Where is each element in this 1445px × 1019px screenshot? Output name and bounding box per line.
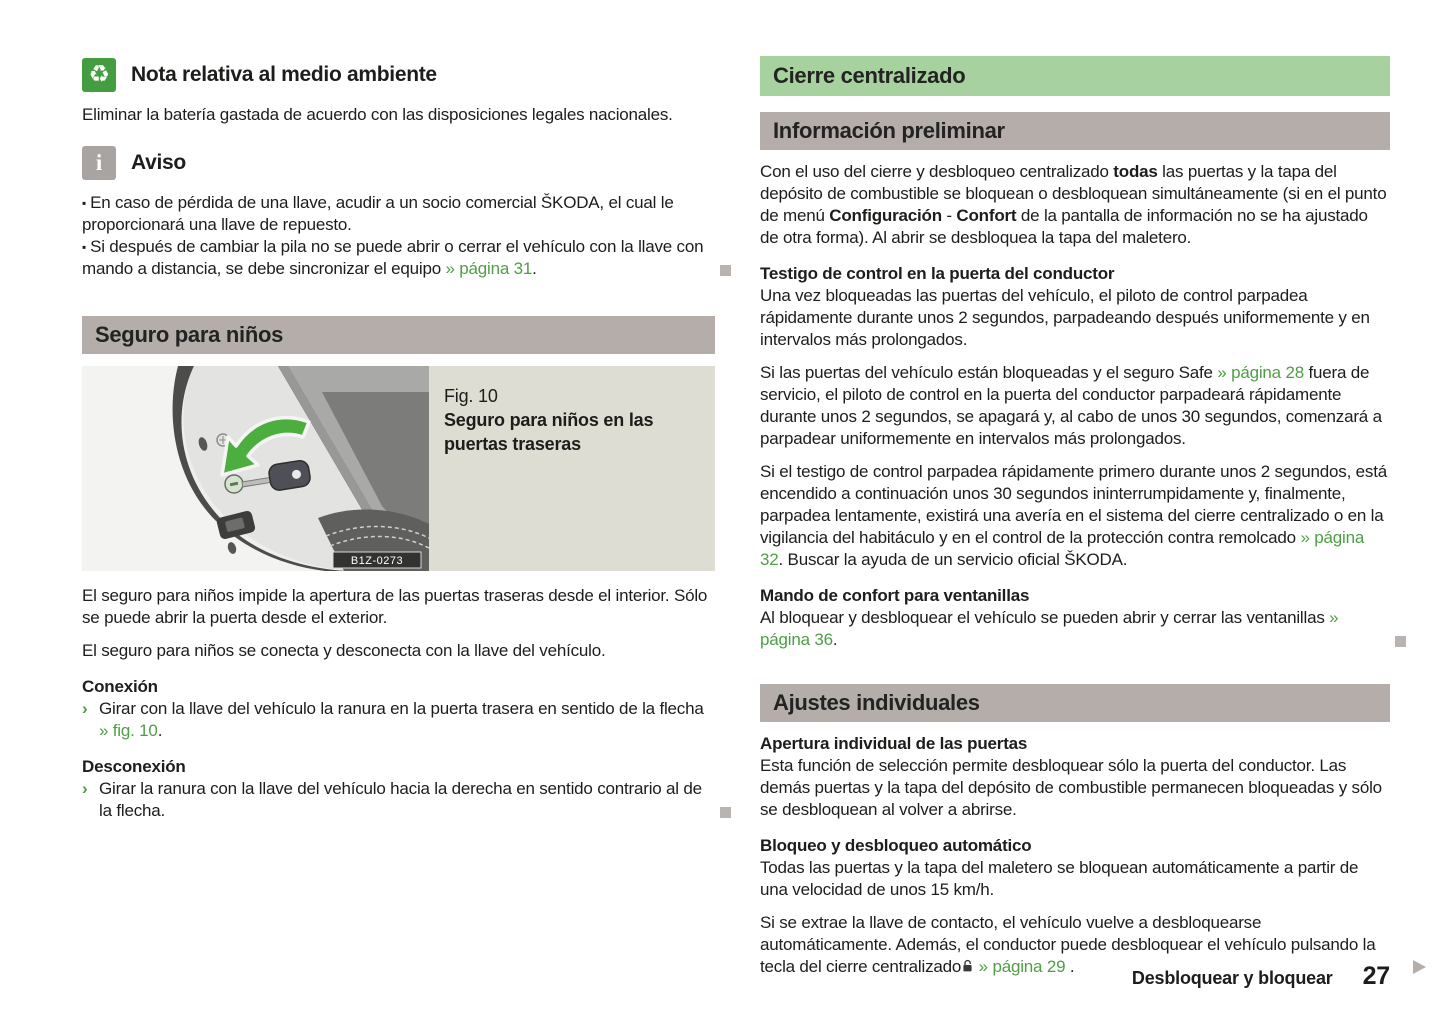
subheading-auto-locking: Bloqueo y desbloqueo automático xyxy=(760,836,1032,855)
continuation-arrow-icon xyxy=(1413,960,1426,974)
paragraph: Una vez bloqueadas las puertas del vehículo, el piloto de control parpadea rápidamente durante unos 2 segundos, parpadeando después uniformemente y en intervalos más prolongados. xyxy=(760,286,1370,349)
cross-reference-link[interactable]: » página 31 xyxy=(445,259,533,278)
text-segment: Si se extrae la llave de contacto, el vehículo vuelve a desbloquearse automáticamente. Además, el conductor puede desbloquear el vehículo pulsando la tecla del cierre centralizado xyxy=(760,913,1376,976)
text-segment: Al bloquear y desbloquear el vehículo se pueden abrir y cerrar las ventanillas xyxy=(760,608,1330,627)
emphasized-text: todas xyxy=(1113,162,1158,181)
text-segment: las puertas y la tapa del depósito de combustible se bloquean o desbloquean simultáneamente (si en el punto de menú xyxy=(760,162,1387,225)
chapter-header-central-locking: Cierre centralizado xyxy=(760,56,1390,96)
recycle-icon: ♻ xyxy=(82,58,116,92)
paragraph xyxy=(760,461,1390,571)
door-illustration-svg xyxy=(82,366,429,571)
footer-section-label: Desbloquear y bloquear xyxy=(1131,968,1333,988)
paragraph xyxy=(760,362,1390,450)
figure-caption xyxy=(429,366,715,571)
notice-header xyxy=(82,146,715,180)
cross-reference-link[interactable]: » página 36 xyxy=(760,608,1339,649)
section-header-individual-settings: Ajustes individuales xyxy=(760,684,1390,722)
subheading-control-light: Testigo de control en la puerta del conductor xyxy=(760,264,1115,283)
paragraph: El seguro para niños impide la apertura de las puertas traseras desde el interior. Sólo se puede abrir la puerta desde el exterior. xyxy=(82,586,708,627)
step-item xyxy=(82,778,715,822)
section-end-marker xyxy=(1395,636,1406,647)
text-segment: Si después de cambiar la pila no se puede abrir o cerrar el vehículo con la llave con mando a distancia, se debe sincronizar el equipo xyxy=(82,237,704,278)
section-end-marker xyxy=(720,265,731,276)
notice-title: Aviso xyxy=(131,151,186,174)
notice-item xyxy=(82,192,715,236)
subheading-desconexion: Desconexión xyxy=(82,757,186,776)
paragraph: Esta función de selección permite desbloquear sólo la puerta del conductor. Las demás puertas y la tapa del depósito de combustible permanecen bloqueadas y sólo se desbloquean al volver a abrirse. xyxy=(760,756,1382,819)
page-footer xyxy=(760,962,1390,990)
image-code-label: B1Z-0273 xyxy=(350,555,404,567)
section-header-preliminary-info: Información preliminar xyxy=(760,112,1390,150)
text-segment: . xyxy=(832,630,838,649)
text-segment: . xyxy=(157,721,163,740)
environment-note-text: Eliminar la batería gastada de acuerdo con las disposiciones legales nacionales. xyxy=(82,105,673,124)
subheading-conexion: Conexión xyxy=(82,677,158,696)
left-column xyxy=(82,56,715,822)
right-column xyxy=(760,56,1390,990)
emphasized-text: Confort xyxy=(956,206,1017,225)
cross-reference-link[interactable]: » página 29 xyxy=(978,957,1066,976)
door-illustration xyxy=(82,366,429,571)
bullet-square-icon: ▪ xyxy=(82,196,87,210)
text-segment: fuera de servicio, el piloto de control en la puerta del conductor parpadeará rápidamente durante unos 2 segundos, se apagará y, al cabo de unos 30 segundos, comenzará a parpadear uniformemente en intervalos más prolongados. xyxy=(760,363,1382,448)
subheading-individual-opening: Apertura individual de las puertas xyxy=(760,734,1028,753)
section-end-marker xyxy=(720,807,731,818)
figure-10 xyxy=(82,366,715,571)
text-segment: Con el uso del cierre y desbloqueo centralizado xyxy=(760,162,1114,181)
paragraph xyxy=(760,161,1390,249)
cross-reference-link[interactable]: » fig. 10 xyxy=(99,721,158,740)
cross-reference-link[interactable]: » página 28 xyxy=(1217,363,1304,382)
text-segment: . Buscar la ayuda de un servicio oficial ŠKODA. xyxy=(778,550,1128,569)
paragraph xyxy=(760,607,1390,651)
text-segment: de la pantalla de información no se ha ajustado de otra forma). Al abrir se desbloquea la tapa del maletero. xyxy=(760,206,1368,247)
section-header-child-lock: Seguro para niños xyxy=(82,316,715,354)
paragraph: El seguro para niños se conecta y desconecta con la llave del vehículo. xyxy=(82,641,606,660)
figure-number: Fig. 10 xyxy=(444,386,498,406)
text-segment: Girar la ranura con la llave del vehículo hacia la derecha en sentido contrario al de la flecha. xyxy=(99,779,702,820)
bullet-square-icon: ▪ xyxy=(82,240,87,254)
text-segment: En caso de pérdida de una llave, acudir a un socio comercial ŠKODA, el cual le proporcionará una llave de repuesto. xyxy=(82,193,674,234)
text-segment: . xyxy=(1065,957,1075,976)
text-segment: . xyxy=(532,259,537,278)
page-number: 27 xyxy=(1362,962,1390,990)
emphasized-text: Configuración xyxy=(829,206,942,225)
environment-note-header xyxy=(82,58,715,92)
info-icon: i xyxy=(82,146,116,180)
paragraph: Todas las puertas y la tapa del maletero se bloquean automáticamente a partir de una velocidad de unos 15 km/h. xyxy=(760,858,1359,899)
text-segment: - xyxy=(941,206,957,225)
cross-reference-link[interactable]: » página 32 xyxy=(760,528,1365,569)
environment-note-title: Nota relativa al medio ambiente xyxy=(131,63,437,86)
text-segment: Si el testigo de control parpadea rápidamente primero durante unos 2 segundos, está encendido a continuación unos 30 segundos ininterrumpidamente y, finalmente, parpadea lentamente, existirá una avería en el sistema del cierre centralizado o en la vigilancia del habitáculo y en el control de la protección contra remolcado xyxy=(760,462,1387,547)
figure-caption-text: Seguro para niños en las puertas traseras xyxy=(444,410,654,454)
step-item xyxy=(82,698,715,742)
text-segment: Girar con la llave del vehículo la ranura en la puerta trasera en sentido de la flecha xyxy=(99,699,704,718)
subheading-comfort-control: Mando de confort para ventanillas xyxy=(760,586,1030,605)
chevron-bullet-icon: › xyxy=(82,779,88,798)
notice-item xyxy=(82,236,715,280)
text-segment: Si las puertas del vehículo están bloqueadas y el seguro Safe xyxy=(760,363,1218,382)
chevron-bullet-icon: › xyxy=(82,699,88,718)
